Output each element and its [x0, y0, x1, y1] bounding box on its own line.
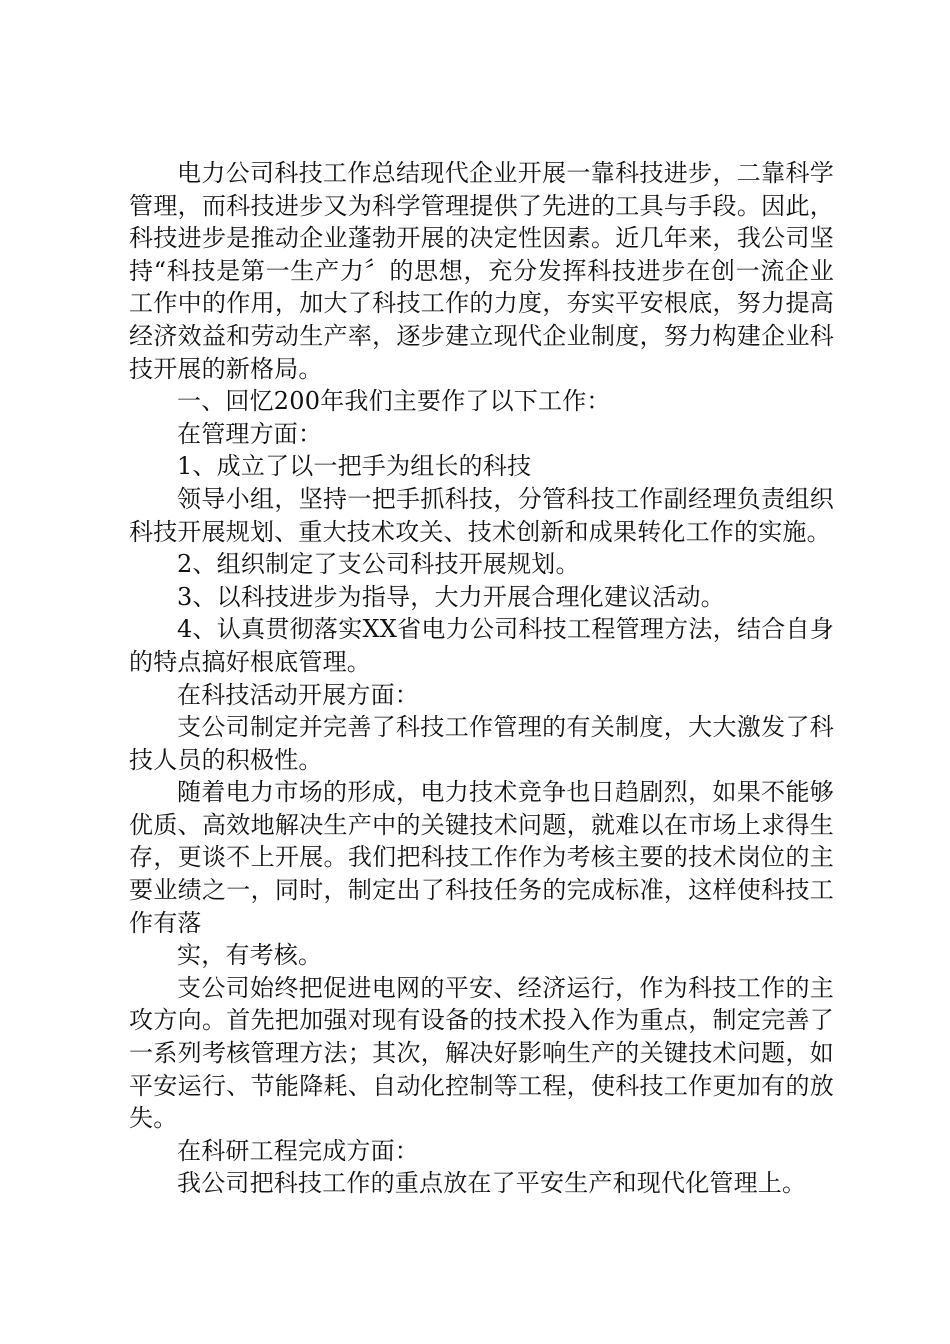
list-item-1: 1、成立了以一把手为组长的科技 [177, 452, 532, 481]
subheading-activities: 在科技活动开展方面： [177, 680, 419, 709]
list-item-4: 4、认真贯彻落实XX省电力公司科技工程管理方法，结合自身的特点搞好根底管理。 [129, 615, 834, 676]
subheading-management: 在管理方面： [177, 419, 323, 448]
list-item-3: 3、以科技进步为指导，大力开展合理化建议活动。 [177, 582, 725, 611]
paragraph-focus: 我公司把科技工作的重点放在了平安生产和现代化管理上。 [177, 1169, 807, 1198]
list-item-2: 2、组织制定了支公司科技开展规划。 [177, 550, 580, 579]
paragraph-assessment: 实，有考核。 [177, 941, 323, 970]
document-body [129, 157, 834, 1200]
heading-review: 一、回忆200年我们主要作了以下工作： [177, 387, 611, 416]
paragraph-rules: 支公司制定并完善了科技工作管理的有关制度，大大激发了科技人员的积极性。 [129, 713, 834, 774]
subheading-research: 在科研工程完成方面： [177, 1136, 419, 1165]
paragraph-market: 随着电力市场的形成，电力技术竞争也日趋剧烈，如果不能够优质、高效地解决生产中的关键技术问题，就难以在市场上求得生存，更谈不上开展。我们把科技工作作为考核主要的技术岗位的主要业绩之一，同时，制定出了科技任务的完成标准，这样使科技工作有落 [129, 778, 834, 937]
paragraph-leadership: 领导小组，坚持一把手抓科技，分管科技工作副经理负责组织科技开展规划、重大技术攻关、技术创新和成果转化工作的实施。 [129, 484, 834, 546]
paragraph-grid: 支公司始终把促进电网的平安、经济运行，作为科技工作的主攻方向。首先把加强对现有设备的技术投入作为重点，制定完善了一系列考核管理方法；其次，解决好影响生产的关键技术问题，如平安运行、节能降耗、自动化控制等工程，使科技工作更加有的放失。 [129, 973, 834, 1133]
paragraph-intro: 电力公司科技工作总结现代企业开展一靠科技进步，二靠科学管理，而科技进步又为科学管理提供了先进的工具与手段。因此，科技进步是推动企业蓬勃开展的决定性因素。近几年来，我公司坚持“科技是第一生产力〞的思想，充分发挥科技进步在创一流企业工作中的作用，加大了科技工作的力度，夯实平安根底，努力提高经济效益和劳动生产率，逐步建立现代企业制度，努力构建企业科技开展的新格局。 [129, 159, 834, 383]
